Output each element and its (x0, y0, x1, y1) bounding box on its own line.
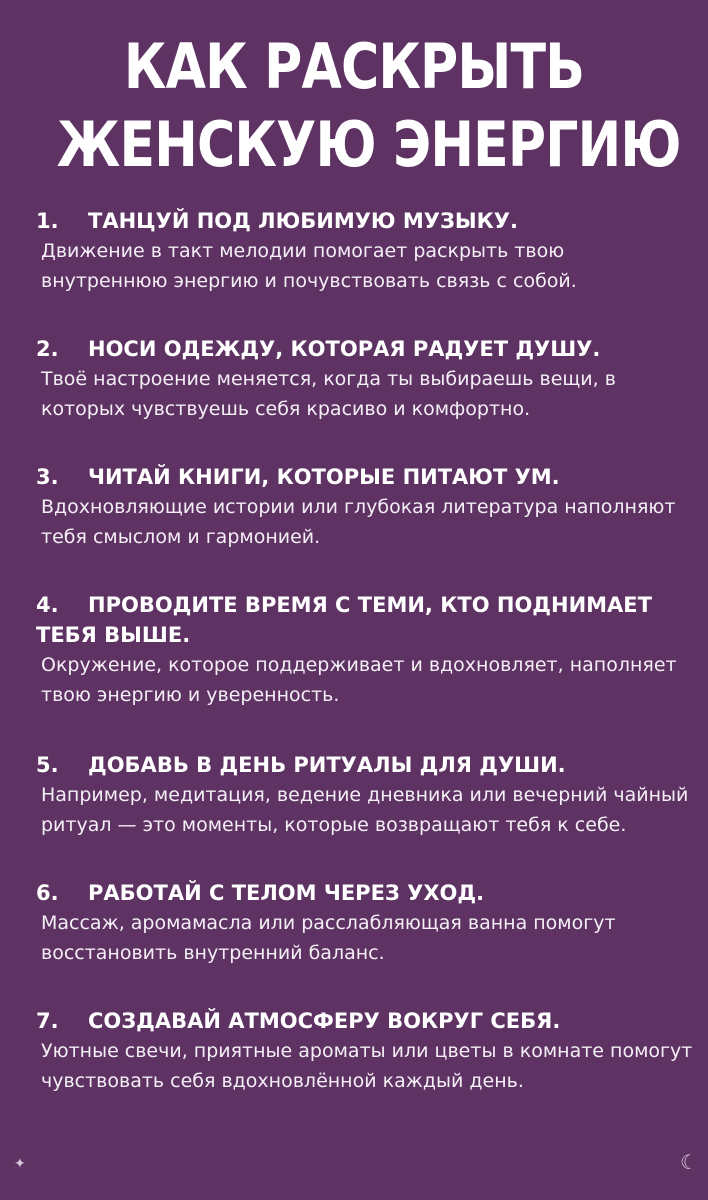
tip-number: 7. (36, 1009, 59, 1033)
tip-title: РАБОТАЙ С ТЕЛОМ ЧЕРЕЗ УХОД. (88, 881, 485, 905)
tips-list (36, 206, 696, 1134)
tip-heading (36, 334, 696, 364)
tip-number: 1. (36, 209, 59, 233)
tip-heading (36, 462, 696, 492)
tip-heading (36, 750, 696, 780)
tip-title: ЧИТАЙ КНИГИ, КОТОРЫЕ ПИТАЮТ УМ. (88, 465, 560, 489)
tip-item-3 (36, 462, 696, 552)
tip-item-2 (36, 334, 696, 424)
title-line-2: ЖЕНСКУЮ ЭНЕРГИЮ (56, 108, 681, 181)
title-line-1: КАК РАСКРЫТЬ (123, 30, 585, 103)
tip-description: Твоё настроение меняется, когда ты выбираешь вещи, в которых чувствуешь себя красиво и комфортно. (41, 368, 616, 420)
tip-item-7 (36, 1006, 696, 1096)
tip-item-4 (36, 590, 696, 710)
sparkle-icon: ✦ (14, 1156, 26, 1172)
tip-item-6 (36, 878, 696, 968)
tip-item-1 (36, 206, 696, 296)
tip-description: Например, медитация, ведение дневника или вечерний чайный ритуал — это моменты, которые возвращают тебя к себе. (41, 784, 689, 836)
tip-number: 3. (36, 465, 59, 489)
tip-item-5 (36, 750, 696, 840)
crescent-moon-icon: ☾ (680, 1150, 698, 1174)
tip-title: СОЗДАВАЙ АТМОСФЕРУ ВОКРУГ СЕБЯ. (88, 1009, 561, 1033)
tip-description: Окружение, которое поддерживает и вдохновляет, наполняет твою энергию и уверенность. (41, 654, 677, 706)
tip-heading (36, 878, 696, 908)
tip-description: Уютные свечи, приятные ароматы или цветы в комнате помогут чувствовать себя вдохновлённой каждый день. (41, 1040, 693, 1092)
tip-title: ДОБАВЬ В ДЕНЬ РИТУАЛЫ ДЛЯ ДУШИ. (88, 753, 566, 777)
tip-title: ПРОВОДИТЕ ВРЕМЯ С ТЕМИ, КТО ПОДНИМАЕТ ТЕБЯ ВЫШЕ. (36, 593, 652, 647)
tip-heading (36, 1006, 696, 1036)
tip-description: Массаж, аромамасла или расслабляющая ванна помогут восстановить внутренний баланс. (41, 912, 616, 964)
tip-description: Вдохновляющие истории или глубокая литература наполняют тебя смыслом и гармонией. (41, 496, 676, 548)
tip-heading (36, 206, 696, 236)
tip-number: 5. (36, 753, 59, 777)
tip-number: 2. (36, 337, 59, 361)
tip-number: 6. (36, 881, 59, 905)
page-title (56, 28, 681, 184)
tip-title: НОСИ ОДЕЖДУ, КОТОРАЯ РАДУЕТ ДУШУ. (88, 337, 601, 361)
tip-description: Движение в такт мелодии помогает раскрыть твою внутреннюю энергию и почувствовать связь с собой. (41, 240, 577, 292)
tip-number: 4. (36, 593, 59, 617)
tip-title: ТАНЦУЙ ПОД ЛЮБИМУЮ МУЗЫКУ. (88, 209, 518, 233)
tip-heading (36, 590, 696, 650)
